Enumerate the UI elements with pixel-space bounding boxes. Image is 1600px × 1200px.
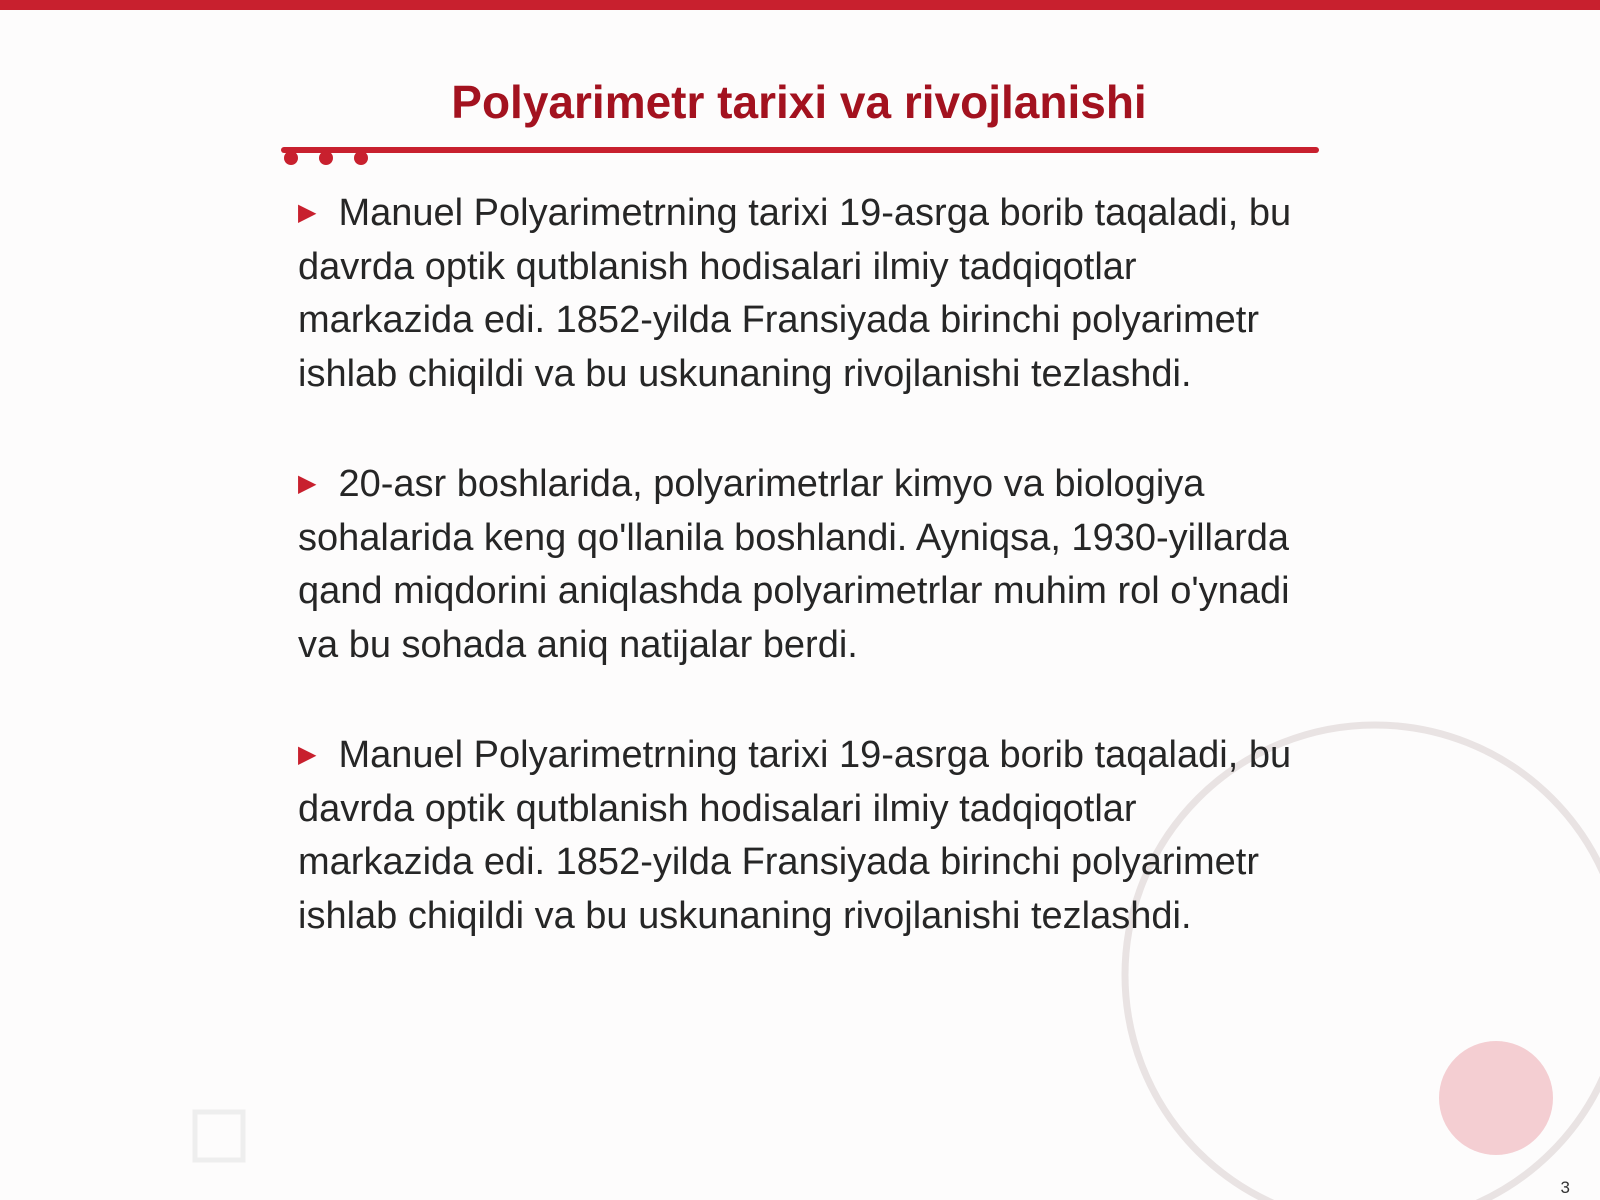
bullet-item bbox=[298, 457, 1318, 672]
underline-dot-3 bbox=[354, 151, 368, 165]
underline-dot-1 bbox=[284, 151, 298, 165]
bullet-text: Manuel Polyarimetrning tarixi 19-asrga borib taqaladi, bu davrda optik qutblanish hodisalari ilmiy tadqiqotlar markazida edi. 1852-yilda Fransiyada birinchi polyarimetr ishlab chiqildi va bu uskunaning rivojlanishi tezlashdi. bbox=[298, 734, 1292, 937]
page-number: 3 bbox=[1560, 1178, 1570, 1197]
bullet-item bbox=[298, 728, 1318, 943]
bullet-list bbox=[298, 186, 1318, 999]
triangle-right-icon: ▶ bbox=[298, 199, 317, 226]
underline-dot-2 bbox=[319, 151, 333, 165]
bullet-text: Manuel Polyarimetrning tarixi 19-asrga borib taqaladi, bu davrda optik qutblanish hodisalari ilmiy tadqiqotlar markazida edi. 1852-yilda Fransiyada birinchi polyarimetr ishlab chiqildi va bu uskunaning rivojlanishi tezlashdi. bbox=[298, 192, 1292, 395]
bullet-text: 20-asr boshlarida, polyarimetrlar kimyo va biologiya sohalarida keng qo'llanila boshlandi. Ayniqsa, 1930-yillarda qand miqdorini aniqlashda polyarimetrlar muhim rol o'ynadi va bu sohada aniq natijalar berdi. bbox=[298, 463, 1290, 666]
triangle-right-icon: ▶ bbox=[298, 470, 317, 497]
bullet-item bbox=[298, 186, 1318, 401]
slide-title: Polyarimetr tarixi va rivojlanishi bbox=[451, 76, 1147, 128]
triangle-right-icon: ▶ bbox=[298, 741, 317, 768]
small-square-outline bbox=[195, 1112, 243, 1160]
pink-circle bbox=[1439, 1041, 1553, 1155]
